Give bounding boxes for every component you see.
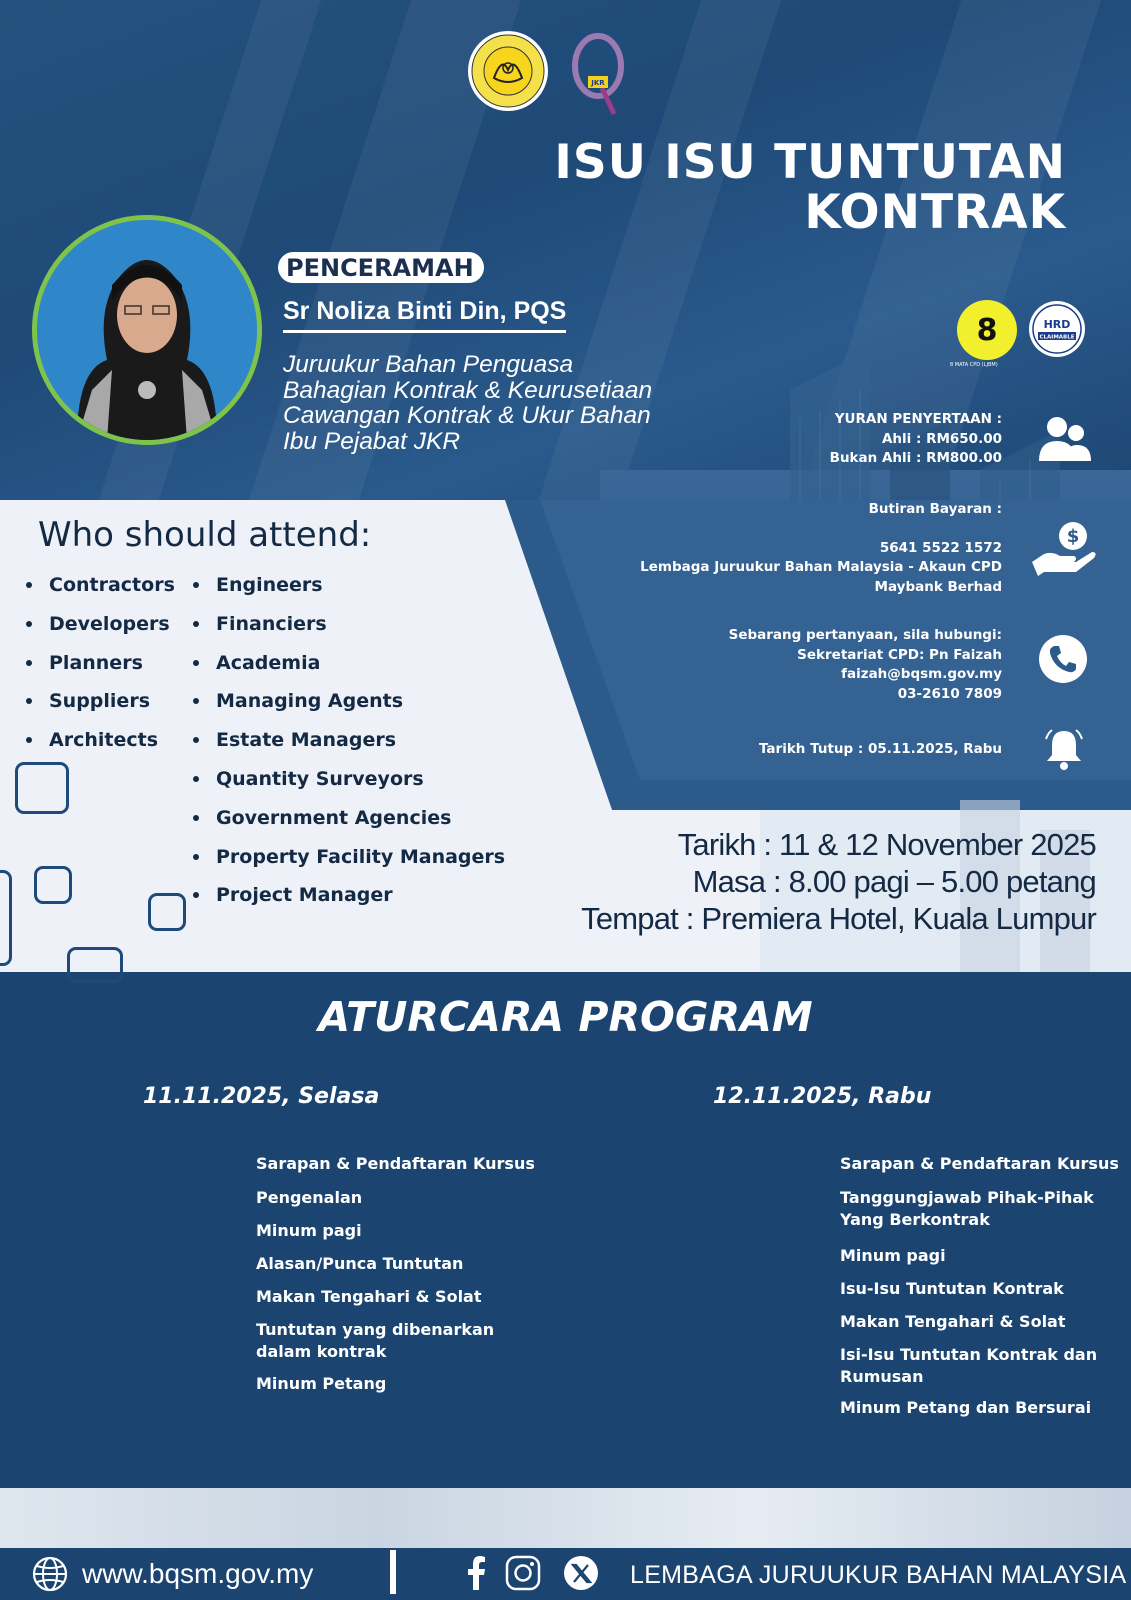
payment-block <box>640 500 1002 597</box>
fees-block <box>830 410 1002 469</box>
event-details <box>581 826 1096 937</box>
hrd-claimable-badge <box>1028 300 1086 358</box>
fees-heading: YURAN PENYERTAAN : <box>834 411 1002 427</box>
cpd-caption: 8 MATA CPD (LJBM) <box>950 362 998 368</box>
list-item: Financiers <box>191 611 505 650</box>
decorative-strip <box>0 1488 1131 1548</box>
x-twitter-icon[interactable] <box>563 1555 599 1591</box>
schedule-activity: Isi-Isu Tuntutan Kontrak dan Rumusan <box>840 1345 1098 1386</box>
schedule-activity: Minum Petang <box>256 1374 387 1393</box>
speaker-badge: PENCERAMAH <box>278 252 484 283</box>
fees-non-member: Bukan Ahli : RM800.00 <box>829 450 1002 466</box>
list-item: Government Agencies <box>191 805 505 844</box>
bell-icon <box>1044 727 1084 771</box>
contact-block <box>729 626 1002 704</box>
payment-account-no: 5641 5522 1572 <box>879 539 1002 556</box>
schedule-activity: Minum pagi <box>256 1221 362 1240</box>
fees-member: Ahli : RM650.00 <box>881 430 1002 447</box>
who-should-attend-heading: Who should attend: <box>38 515 372 555</box>
list-item: Academia <box>191 650 505 689</box>
schedule-activity: Tanggungjawab Pihak-Pihak Yang Berkontrak <box>840 1188 1094 1229</box>
closing-date: Tarikh Tutup : 05.11.2025, Rabu <box>758 741 1002 757</box>
list-item: Property Facility Managers <box>191 844 505 883</box>
list-item: Project Manager <box>191 882 505 921</box>
list-item: Architects <box>24 727 175 766</box>
schedule-activity: Makan Tengahari & Solat <box>256 1287 482 1306</box>
list-item: Developers <box>24 611 175 650</box>
speaker-name: Sr Noliza Binti Din, PQS <box>283 297 566 333</box>
speaker-photo <box>32 215 262 445</box>
programme-title: ATURCARA PROGRAM <box>318 993 813 1041</box>
phone-icon <box>1038 634 1088 684</box>
schedule-activity: Minum Petang dan Bersurai <box>840 1398 1092 1417</box>
role-line: Ibu Pejabat JKR <box>283 427 461 455</box>
list-item: Planners <box>24 650 175 689</box>
speaker-role <box>283 352 652 454</box>
role-line: Juruukur Bahan Penguasa <box>283 351 574 378</box>
title-line-1: ISU ISU TUNTUTAN <box>554 135 1066 190</box>
decorative-square <box>148 893 186 931</box>
schedule-activity: Sarapan & Pendaftaran Kursus <box>256 1154 535 1173</box>
cpd-points-badge: 8 <box>957 300 1017 360</box>
svg-text:JKR: JKR <box>591 79 605 87</box>
svg-text:$: $ <box>1066 526 1080 547</box>
schedule-activity: Minum pagi <box>840 1246 946 1265</box>
day2-heading: 12.11.2025, Rabu <box>713 1084 932 1109</box>
day1-heading: 11.11.2025, Selasa <box>143 1084 380 1109</box>
event-date: Tarikh : 11 & 12 November 2025 <box>677 827 1096 862</box>
lembaga-seal-logo <box>467 30 549 112</box>
organisation-name: LEMBAGA JURUUKUR BAHAN MALAYSIA <box>630 1561 1127 1589</box>
schedule-activity: Sarapan & Pendaftaran Kursus <box>840 1154 1119 1173</box>
list-item: Suppliers <box>24 688 175 727</box>
decorative-square <box>67 947 123 983</box>
payment-heading: Butiran Bayaran : <box>868 501 1002 517</box>
list-item: Managing Agents <box>191 688 505 727</box>
title-line-2: KONTRAK <box>804 185 1066 240</box>
schedule-activity: Isu-Isu Tuntutan Kontrak <box>840 1279 1064 1298</box>
list-item: Contractors <box>24 572 175 611</box>
footer-divider <box>390 1550 396 1594</box>
list-item: Engineers <box>191 572 505 611</box>
payment-bank: Maybank Berhad <box>874 578 1002 595</box>
quantity-surveyor-q-logo <box>570 28 632 118</box>
people-icon <box>1035 413 1093 471</box>
globe-icon <box>32 1556 68 1592</box>
website-link[interactable]: www.bqsm.gov.my <box>82 1558 314 1589</box>
decorative-square <box>0 870 12 966</box>
payment-hand-dollar-icon <box>1030 518 1098 580</box>
svg-text:CLAIMABLE: CLAIMABLE <box>1039 334 1075 341</box>
contact-person: Sekretariat CPD: Pn Faizah <box>797 646 1002 663</box>
facebook-icon[interactable] <box>463 1556 489 1590</box>
instagram-icon[interactable] <box>505 1555 541 1591</box>
contact-heading: Sebarang pertanyaan, sila hubungi: <box>728 627 1002 643</box>
svg-text:HRD: HRD <box>1043 318 1071 331</box>
role-line: Bahagian Kontrak & Keurusetiaan <box>283 376 653 404</box>
payment-account-name: Lembaga Juruukur Bahan Malaysia - Akaun CPD <box>640 559 1002 575</box>
attendee-list-2 <box>191 572 505 921</box>
attendee-list-1 <box>24 572 175 766</box>
event-title <box>554 135 1066 240</box>
contact-phone: 03-2610 7809 <box>897 685 1002 702</box>
decorative-square <box>15 762 69 814</box>
role-line: Cawangan Kontrak & Ukur Bahan <box>283 402 651 429</box>
schedule-activity: Makan Tengahari & Solat <box>840 1312 1066 1331</box>
schedule-activity: Tuntutan yang dibenarkan dalam kontrak <box>256 1320 495 1361</box>
schedule-activity: Alasan/Punca Tuntutan <box>256 1254 464 1273</box>
decorative-square <box>34 866 72 904</box>
list-item: Estate Managers <box>191 727 505 766</box>
schedule-activity: Pengenalan <box>256 1188 363 1207</box>
event-venue: Tempat : Premiera Hotel, Kuala Lumpur <box>581 901 1096 936</box>
contact-email: faizah@bqsm.gov.my <box>841 666 1002 682</box>
list-item: Quantity Surveyors <box>191 766 505 805</box>
event-time: Masa : 8.00 pagi – 5.00 petang <box>692 864 1096 899</box>
